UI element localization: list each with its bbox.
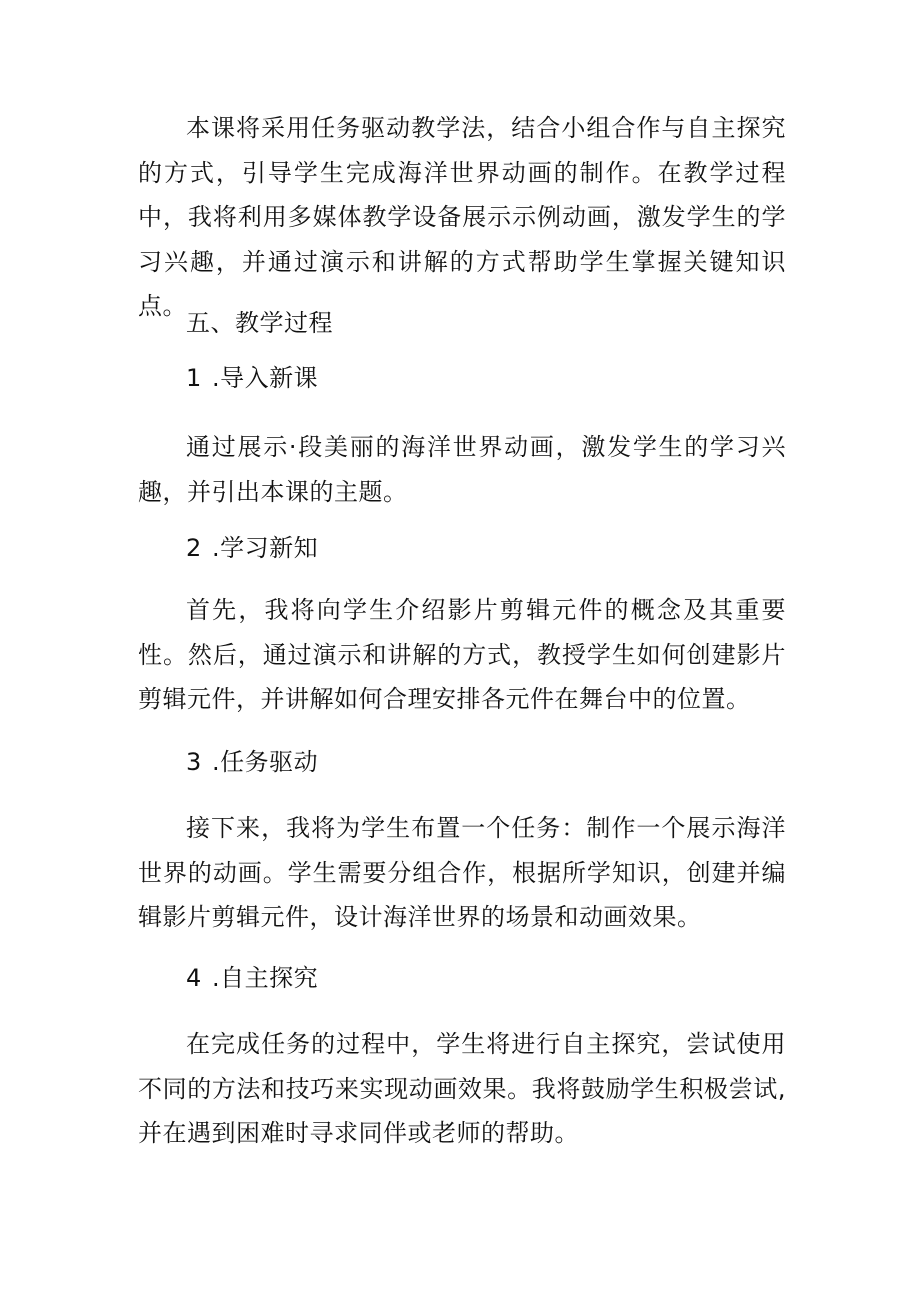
step-number: 1 — [186, 364, 202, 392]
step-number: 3 — [186, 748, 202, 776]
step-label: .任务驱动 — [212, 748, 319, 776]
section-heading: 五、教学过程 — [186, 309, 333, 337]
step-number: 4 — [186, 964, 202, 992]
paragraph-intro: 本课将采用任务驱动教学法，结合小组合作与自主探究的方式，引导学生完成海洋世界动画的制作。在教学过程中，我将利用多媒体教学设备展示示例动画，激发学生的学习兴趣，并通过演示和讲解的方式帮助学生掌握关键知识点。 — [138, 114, 786, 320]
step-number: 2 — [186, 534, 202, 562]
paragraph-step-4: 在完成任务的过程中，学生将进行自主探究，尝试使用不同的方法和技巧来实现动画效果。我将鼓励学生积极尝试,并在遇到困难时寻求同伴或老师的帮助。 — [138, 1030, 786, 1147]
step-heading-2 — [186, 526, 318, 570]
paragraph-step-2: 首先，我将向学生介绍影片剪辑元件的概念及其重要性。然后，通过演示和讲解的方式，教授学生如何创建影片剪辑元件，并讲解如何合理安排各元件在舞台中的位置。 — [138, 596, 786, 713]
step-label: .导入新课 — [212, 364, 319, 392]
step-heading-3 — [186, 740, 318, 784]
step-heading-4 — [186, 956, 318, 1000]
step-label: .自主探究 — [212, 964, 319, 992]
step-heading-1 — [186, 356, 318, 400]
paragraph-step-1: 通过展示·段美丽的海洋世界动画，激发学生的学习兴趣，并引出本课的主题。 — [138, 433, 786, 506]
paragraph-step-3: 接下来，我将为学生布置一个任务：制作一个展示海洋世界的动画。学生需要分组合作，根据所学知识，创建并编辑影片剪辑元件，设计海洋世界的场景和动画效果。 — [138, 814, 786, 931]
step-label: .学习新知 — [212, 534, 319, 562]
